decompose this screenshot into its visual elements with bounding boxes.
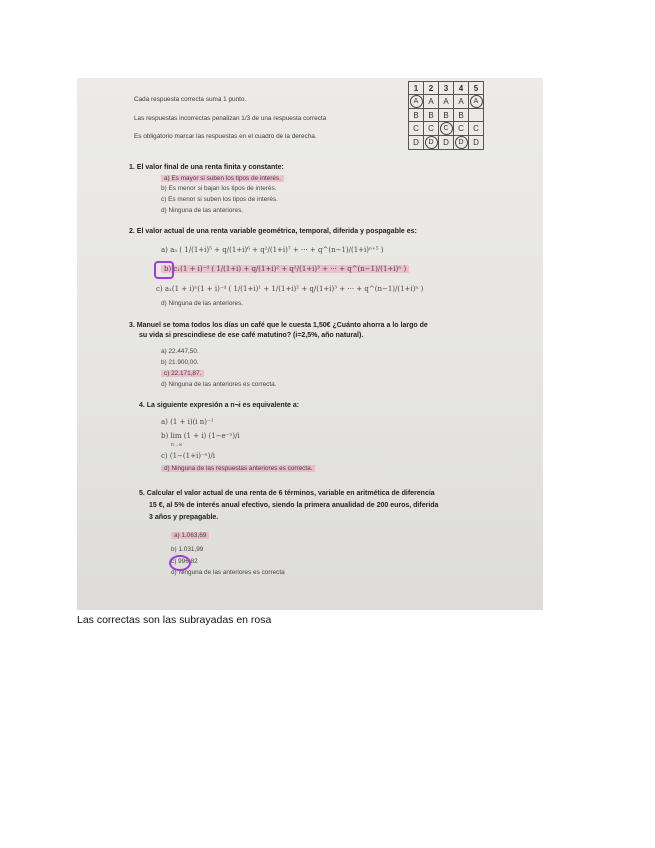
q5-option-b: b) 1.031,99 <box>171 546 204 553</box>
circled-answer: A <box>470 95 483 108</box>
q5-option-c: c) 996,82 <box>171 558 198 565</box>
q3-option-c-text: c) 22.171,87. <box>161 370 204 377</box>
q5-title-2: 15 €, al 5% de interés anual efectivo, siendo la primera anualidad de 200 euros, diferida <box>149 502 439 509</box>
q1-option-c: c) Es menor si suben los tipos de interés. <box>161 196 278 203</box>
q2-option-a: a) a₅ ( 1/(1+i)⁵ + q/(1+i)⁶ + q²/(1+i)⁷ + ··· + q^(n−1)/(1+i)ⁿ⁺⁵ ) <box>161 246 384 254</box>
grid-cell: D <box>409 136 424 150</box>
grid-cell <box>439 122 454 136</box>
grid-cell: B <box>409 109 424 122</box>
q4-option-b: b) lim (1 + i) (1−e⁻ⁿ)/i <box>161 432 240 440</box>
answer-grid <box>408 81 484 150</box>
q3-title-1: 3. Manuel se toma todos los días un café que le cuesta 1,50€ ¿Cuánto ahorra a lo largo de <box>129 322 428 329</box>
grid-header: 5 <box>469 82 484 95</box>
q5-option-a <box>171 532 209 540</box>
q4-option-c: c) (1−(1+i)⁻ⁿ)/i <box>161 452 215 460</box>
q5-title-3: 3 años y prepagable. <box>149 514 219 521</box>
grid-header: 2 <box>424 82 439 95</box>
grid-cell: A <box>439 95 454 109</box>
q5-option-d: d) Ninguna de las anteriores es correcta <box>171 569 285 576</box>
q4-option-a: a) (1 + i)(i n)⁻¹ <box>161 418 214 426</box>
q3-option-a: a) 22.447,50. <box>161 348 199 355</box>
q1-option-a-text: a) Es mayor si suben los tipos de interés. <box>161 175 284 182</box>
grid-cell: D <box>469 136 484 150</box>
q4-option-d-text: d) Ninguna de las respuestas anteriores es correcta. <box>161 465 315 472</box>
grid-cell <box>454 136 469 150</box>
caption: Las correctas son las subrayadas en rosa <box>77 614 272 626</box>
instruction-1: Cada respuesta correcta suma 1 punto. <box>134 96 247 103</box>
grid-cell: C <box>409 122 424 136</box>
grid-cell: C <box>424 122 439 136</box>
grid-cell <box>424 136 439 150</box>
grid-cell: A <box>454 95 469 109</box>
purple-mark <box>169 555 191 571</box>
q5-title-1: 5. Calcular el valor actual de una renta de 6 términos, variable en aritmética de diferencia <box>139 490 435 497</box>
q1-title: 1. El valor final de una renta finita y constante: <box>129 164 284 171</box>
q2-option-b-text: b) c₁(1 + i)⁻ᵈ ( 1/(1+i) + q/(1+i)² + q²/(1+i)³ + ··· + q^(n−1)/(1+i)ⁿ ) <box>161 265 409 273</box>
grid-cell <box>409 95 424 109</box>
q1-option-a <box>161 175 284 183</box>
purple-mark <box>154 261 174 279</box>
grid-cell <box>469 109 484 122</box>
grid-cell: A <box>424 95 439 109</box>
q4-title: 4. La siguiente expresión a n¬i es equivalente a: <box>139 402 300 409</box>
q3-option-d: d) Ninguna de las anteriores es correcta. <box>161 381 277 388</box>
q1-option-d: d) Ninguna de las anteriores. <box>161 207 244 214</box>
q2-title: 2. El valor actual de una renta variable geométrica, temporal, diferida y pospagable es: <box>129 228 417 235</box>
grid-cell: D <box>439 136 454 150</box>
q3-option-c <box>161 370 204 378</box>
q4-option-d <box>161 465 315 473</box>
exam-photo <box>77 78 543 610</box>
q3-title-2: su vida si prescindiese de ese café matutino? (i=2,5%, año natural). <box>139 332 364 339</box>
q4-option-b-subscript: n→∞ <box>171 442 183 448</box>
grid-cell <box>469 95 484 109</box>
grid-cell: B <box>439 109 454 122</box>
instruction-3: Es obligatorio marcar las respuestas en el cuadro de la derecha. <box>134 133 317 140</box>
grid-cell: C <box>469 122 484 136</box>
grid-cell: B <box>454 109 469 122</box>
grid-cell: B <box>424 109 439 122</box>
q5-option-a-text: a) 1.063,69 <box>171 532 209 539</box>
q3-option-b: b) 21.900,00. <box>161 359 199 366</box>
q2-option-c: c) a₁(1 + i)ⁿ(1 + i)⁻ᵈ ( 1/(1+i)¹ + 1/(1+i)² + q/(1+i)³ + ··· + q^(n−1)/(1+i)ⁿ ) <box>156 285 424 293</box>
circled-answer: D <box>425 136 438 149</box>
grid-header: 1 <box>409 82 424 95</box>
grid-header: 3 <box>439 82 454 95</box>
q1-option-b: b) Es menor si bajan los tipos de interés. <box>161 185 277 192</box>
circled-answer: A <box>410 95 423 108</box>
circled-answer: C <box>440 122 453 135</box>
circled-answer: D <box>455 136 468 149</box>
grid-cell: C <box>454 122 469 136</box>
q2-option-b <box>161 265 409 273</box>
grid-header: 4 <box>454 82 469 95</box>
q2-option-d: d) Ninguna de las anteriores. <box>161 300 244 307</box>
instruction-2: Las respuestas incorrectas penalizan 1/3 de una respuesta correcta <box>134 115 327 122</box>
